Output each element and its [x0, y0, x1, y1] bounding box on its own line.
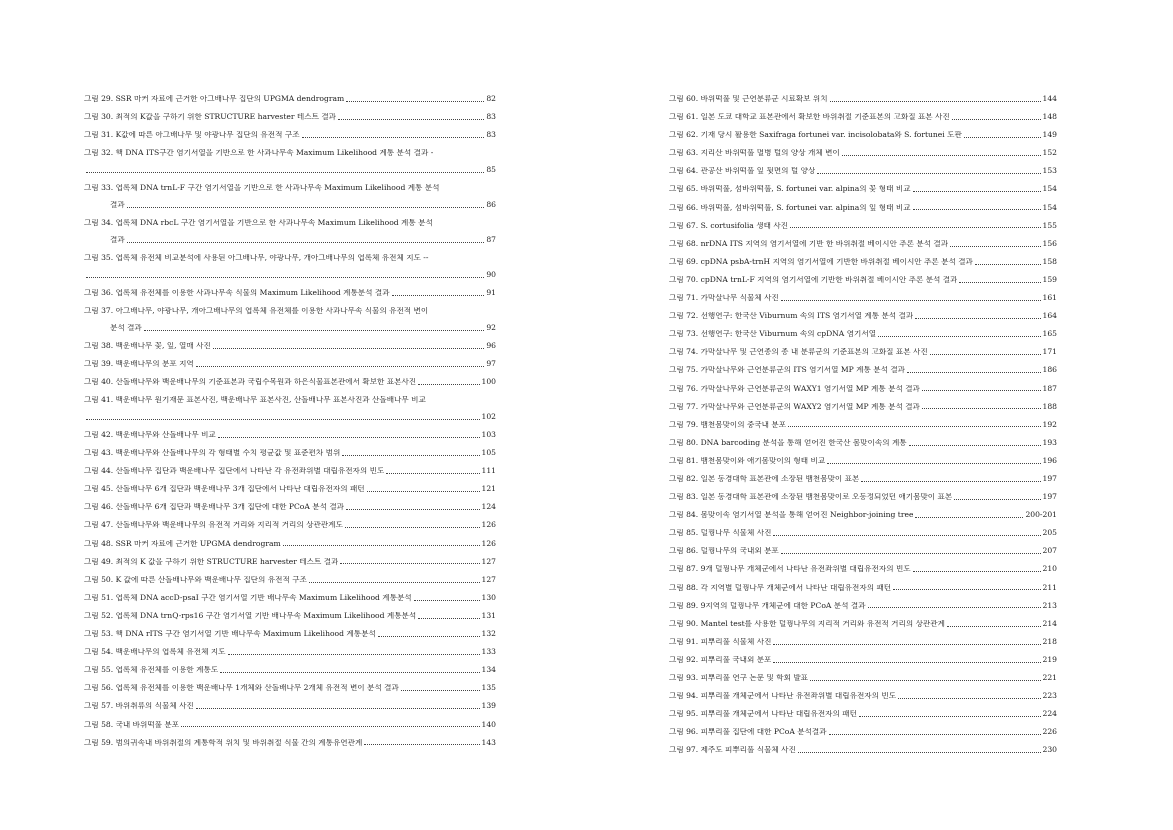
toc-entry — [669, 258, 1057, 267]
toc-entry-label: 그림 54. 백운배나무의 엽록체 유전체 지도 — [84, 648, 226, 657]
dot-leader — [218, 437, 480, 438]
dot-leader — [342, 455, 479, 456]
toc-entry-page: 87 — [486, 234, 496, 244]
dot-leader — [86, 172, 484, 173]
toc-entry-page: 230 — [1042, 745, 1057, 755]
toc-entry-label: 그림 31. K값에 따른 아그배나무 및 야광나무 집단의 유전적 구조 — [84, 131, 300, 140]
toc-entry — [84, 684, 496, 693]
toc-entry-continuation: 결과 — [110, 200, 125, 209]
toc-entry-page: 205 — [1042, 528, 1057, 538]
toc-entry-label: 그림 76. 가막살나무와 근연분류군의 WAXY1 염기서열 MP 계통 분석 결과 — [669, 384, 920, 393]
dot-leader — [364, 744, 479, 745]
toc-entry-label: 그림 60. 바위떡풀 및 근연분류군 시료확보 위치 — [669, 95, 828, 103]
toc-entry — [84, 449, 496, 458]
toc-entry-label: 그림 82. 일본 동경대학 표본관에 소장된 뱀천봄맞이 표본 — [669, 474, 860, 483]
toc-entry — [669, 185, 1057, 194]
toc-entry — [84, 378, 496, 387]
toc-entry-label: 그림 64. 관공산 바위떡풀 잎 뒷면의 털 양상 — [669, 167, 816, 176]
dot-leader — [418, 384, 479, 385]
dot-leader — [773, 535, 1040, 536]
dot-leader — [922, 390, 1041, 391]
dot-leader — [196, 708, 480, 709]
toc-entry-page: 83 — [486, 112, 496, 122]
toc-entry-page: 139 — [481, 701, 496, 711]
toc-entry-label: 그림 58. 국내 바위떡풀 분포 — [84, 720, 180, 729]
toc-entry-page: 192 — [1042, 419, 1057, 429]
dot-leader — [913, 209, 1041, 210]
toc-entry-page: 214 — [1042, 618, 1057, 628]
toc-entry-page: 210 — [1042, 564, 1057, 574]
toc-entry-page: 82 — [486, 94, 496, 103]
toc-entry-page: 143 — [481, 737, 496, 747]
toc-entry-label: 그림 68. nrDNA ITS 지역의 염기서열에 기반 한 바위취절 베이시안 추론 분석 결과 — [669, 239, 949, 248]
toc-right-column — [669, 95, 1057, 764]
toc-entry-label: 그림 70. cpDNA trnL-F 지역의 염기서열에 기반한 바위취절 베이시안 추론 분석 결과 — [669, 275, 958, 284]
toc-entry-label: 그림 52. 엽록체 DNA trnQ-rps16 구간 염기서열 기반 배나무속 Maximum Likelihood 계통분석 — [84, 611, 417, 620]
toc-entry-label: 그림 57. 바위취류의 식물체 사진 — [84, 702, 194, 711]
toc-entry-page: 134 — [481, 665, 496, 675]
toc-entry-label: 그림 85. 덜꿩나무 식물체 사진 — [669, 529, 772, 538]
dot-leader — [830, 101, 1041, 102]
dot-leader — [213, 348, 485, 349]
dot-leader — [773, 644, 1040, 645]
toc-entry — [84, 558, 496, 567]
toc-entry — [669, 348, 1057, 357]
toc-entry — [84, 739, 496, 748]
toc-entry — [84, 666, 496, 675]
toc-entry-label: 그림 74. 가막살나무 및 근연종의 종 내 분류군의 기준표본의 고화질 표본 사진 — [669, 348, 928, 357]
toc-entry — [84, 702, 496, 711]
toc-entry — [669, 602, 1057, 611]
toc-entry-label: 그림 87. 9개 덜꿩나무 개체군에서 나타난 유전좌위별 대립유전자의 빈도 — [669, 565, 911, 574]
toc-entry-continuation: 분석 결과 — [110, 323, 142, 332]
toc-entry — [84, 95, 496, 104]
dot-leader — [781, 300, 1041, 301]
toc-entry — [669, 511, 1057, 520]
dot-leader — [790, 227, 1041, 228]
toc-entry — [84, 360, 496, 369]
toc-entry-page: 188 — [1042, 401, 1057, 411]
dot-leader — [913, 191, 1041, 192]
dot-leader — [392, 295, 485, 296]
toc-entry-label: 그림 94. 피뿌리풀 개체군에서 나타난 유전좌위별 대립유전자의 빈도 — [669, 692, 897, 701]
toc-entry — [669, 674, 1057, 683]
toc-entry-label: 그림 77. 가막살나무와 근연분류군의 WAXY2 염기서열 MP 계통 분석 결과 — [669, 402, 920, 411]
toc-entry-page: 154 — [1042, 202, 1057, 212]
toc-entry-label: 그림 46. 산돌배나무 6개 집단과 백운배나무 3개 집단에 대한 PCoA 분석 결과 — [84, 503, 344, 512]
toc-entry-label: 그림 88. 각 지역별 덜꿩나무 개체군에서 나타난 대립유전자의 패턴 — [669, 583, 892, 592]
toc-entry-label: 그림 41. 백운배나무 원기재문 표본사진, 백운배나무 표본사진, 산돌배나무 표본사진과 산돌배나무 비교 — [84, 396, 426, 405]
toc-entry-page: 130 — [481, 592, 496, 602]
toc-entry-page: 165 — [1042, 329, 1057, 339]
toc-entry — [669, 113, 1057, 122]
toc-entry-continuation: 결과 — [110, 235, 125, 244]
toc-entry-page: 124 — [481, 502, 496, 512]
dot-leader — [386, 473, 479, 474]
toc-entry — [84, 612, 496, 621]
toc-entry-page: 111 — [481, 466, 496, 476]
toc-entry-page: 127 — [481, 556, 496, 566]
toc-entry-label: 그림 63. 지리산 바위떡풀 멸병 털의 양상 개체 변이 — [669, 149, 840, 158]
dot-leader — [975, 264, 1041, 265]
dot-leader — [367, 491, 480, 492]
toc-entry-label: 그림 61. 일본 도쿄 대학교 표본관에서 확보한 바위취절 기준표본의 고화질 표본 사진 — [669, 113, 950, 122]
toc-entry — [84, 431, 496, 440]
toc-entry-label: 그림 65. 바위떡풀, 섬바위떡풀, S. fortunei var. alpina의 꽃 형태 비교 — [669, 185, 911, 194]
toc-entry-page: 161 — [1042, 293, 1057, 303]
toc-entry-label: 그림 90. Mantel test를 사용한 덜꿩나무의 지리적 거리와 유전적 거리의 상관관계 — [669, 619, 945, 628]
toc-entry-page: 154 — [1042, 184, 1057, 194]
toc-entry-label: 그림 86. 덜꿩나무의 국내외 분포 — [669, 547, 779, 556]
dot-leader — [302, 137, 485, 138]
dot-leader — [378, 636, 480, 637]
toc-entry-page: 102 — [481, 411, 496, 421]
toc-entry — [84, 503, 496, 512]
toc-entry — [669, 330, 1057, 339]
dot-leader — [913, 571, 1041, 572]
toc-entry-label: 그림 92. 피뿌리풀 국내외 분포 — [669, 655, 772, 664]
dot-leader — [827, 463, 1040, 464]
toc-entry — [669, 204, 1057, 213]
dot-leader — [781, 553, 1041, 554]
toc-entry-page: 159 — [1042, 274, 1057, 284]
dot-leader — [859, 716, 1041, 717]
toc-entry-label: 그림 79. 뱀천봄맞이의 중국내 분포 — [669, 420, 787, 429]
toc-entry — [669, 710, 1057, 719]
toc-entry — [84, 540, 496, 549]
toc-entry-page: 100 — [481, 377, 496, 387]
toc-entry-page: 211 — [1042, 582, 1057, 592]
toc-entry-page: 219 — [1042, 654, 1057, 664]
toc-entry-label: 그림 71. 가막살나무 식물체 사진 — [669, 294, 779, 303]
toc-entry — [84, 219, 496, 245]
dot-leader — [196, 366, 485, 367]
dot-leader — [909, 445, 1041, 446]
toc-entry-label: 그림 30. 최적의 K값을 구하기 위한 STRUCTURE harvester 테스트 결과 — [84, 113, 337, 122]
toc-entry-page: 91 — [486, 287, 496, 297]
toc-entry-page: 197 — [1042, 473, 1057, 483]
toc-entry — [669, 385, 1057, 394]
dot-leader — [915, 318, 1040, 319]
toc-entry-label: 그림 56. 엽록체 유전체를 이용한 백운배나무 1개체와 산돌배나무 2개체 유전적 변이 분석 결과 — [84, 684, 399, 693]
toc-entry — [84, 184, 496, 210]
toc-entry — [669, 439, 1057, 448]
dot-leader — [414, 600, 480, 601]
toc-entry-label: 그림 35. 엽록체 유전체 비교분석에 사용된 아그배나무, 야광나무, 개아그배나무의 엽록체 유전체 지도 -- — [84, 253, 429, 262]
toc-entry-label: 그림 72. 선행연구: 한국산 Viburnum 속의 ITS 염기서열 계통 분석 결과 — [669, 312, 914, 321]
toc-entry — [669, 421, 1057, 430]
dot-leader — [338, 119, 484, 120]
toc-entry — [669, 366, 1057, 375]
toc-entry — [669, 131, 1057, 140]
toc-entry — [669, 312, 1057, 321]
toc-entry-page: 221 — [1042, 673, 1057, 682]
dot-leader — [340, 563, 479, 564]
toc-entry-page: 86 — [486, 199, 496, 209]
dot-leader — [346, 101, 484, 102]
dot-leader — [127, 242, 485, 243]
toc-entry-page: 158 — [1042, 256, 1057, 266]
toc-entry — [669, 746, 1057, 755]
toc-entry-page: 149 — [1042, 130, 1057, 140]
dot-leader — [842, 155, 1041, 156]
toc-entry-label: 그림 50. K 값에 따른 산돌배나무와 백운배나무 집단의 유전적 구조 — [84, 575, 307, 584]
dot-leader — [798, 752, 1041, 753]
dot-leader — [915, 517, 1023, 518]
toc-entry-page: 144 — [1042, 94, 1057, 103]
dot-leader — [773, 662, 1040, 663]
toc-entry-label: 그림 48. SSR 마커 자료에 근거한 UPGMA dendrogram — [84, 539, 281, 548]
toc-entry-page: 207 — [1042, 546, 1057, 556]
toc-entry-label: 그림 53. 핵 DNA rITS 구간 염기서열 기반 배나무속 Maximum Likelihood 계통분석 — [84, 630, 376, 639]
toc-entry-label: 그림 45. 산돌배나무 6개 집단과 백운배나무 3개 집단에서 나타난 대립유전자의 패턴 — [84, 485, 365, 494]
toc-entry-label: 그림 40. 산돌배나무와 백운배나무의 기준표본과 국립수목원과 하은식물표본관에서 확보한 표본사진 — [84, 378, 417, 387]
toc-entry — [84, 149, 496, 175]
toc-entry-page: 186 — [1042, 365, 1057, 375]
dot-leader — [868, 607, 1041, 608]
toc-entry-page: 96 — [486, 340, 496, 350]
toc-entry-page: 171 — [1042, 347, 1057, 357]
dot-leader — [947, 626, 1041, 627]
toc-entry-page: 105 — [481, 448, 496, 458]
toc-entry — [84, 630, 496, 639]
dot-leader — [861, 481, 1040, 482]
toc-entry-page: 226 — [1042, 727, 1057, 737]
toc-entry-page: 193 — [1042, 437, 1057, 447]
toc-entry-label: 그림 38. 백운배나무 꽃, 잎, 열매 사진 — [84, 341, 211, 350]
toc-entry — [84, 289, 496, 298]
toc-entry — [669, 584, 1057, 593]
toc-entry — [669, 620, 1057, 629]
toc-entry — [84, 254, 496, 280]
toc-entry — [669, 547, 1057, 556]
toc-entry-page: 152 — [1042, 148, 1057, 158]
toc-entry — [669, 638, 1057, 647]
toc-entry-label: 그림 59. 범의귀속내 바위취절의 계통학적 위치 및 바위취절 식물 간의 계통유연관계 — [84, 738, 363, 747]
toc-entry-label: 그림 32. 핵 DNA ITS구간 염기서열을 기반으로 한 사과나무속 Maximum Likelihood 계통 분석 결과 - — [84, 149, 434, 158]
dot-leader — [959, 282, 1040, 283]
toc-entry-page: 197 — [1042, 492, 1057, 502]
toc-entry-label: 그림 95. 피뿌리풀 개체군에서 나타난 대립유전자의 패턴 — [669, 710, 857, 719]
toc-entry-page: 92 — [486, 322, 496, 332]
dot-leader — [788, 426, 1040, 427]
dot-leader — [283, 545, 480, 546]
dot-leader — [309, 582, 480, 583]
dot-leader — [930, 354, 1041, 355]
toc-entry-page: 148 — [1042, 112, 1057, 122]
toc-entry-label: 그림 83. 일본 동경대학 표본관에 소장된 뱀천봄맞이로 오동정되었던 애기봄맞이 표본 — [669, 493, 953, 502]
toc-entry — [669, 565, 1057, 574]
toc-entry-page: 156 — [1042, 238, 1057, 248]
toc-entry-label: 그림 91. 피뿌리풀 식물체 사진 — [669, 637, 772, 646]
toc-entry-page: 90 — [486, 269, 496, 279]
toc-entry — [669, 403, 1057, 412]
toc-entry-page: 200-201 — [1025, 510, 1057, 520]
toc-left-column — [84, 95, 496, 757]
toc-entry-label: 그림 29. SSR 마커 자료에 근거한 아그배나무 집단의 UPGMA dendrogram — [84, 95, 345, 103]
dot-leader — [952, 119, 1041, 120]
dot-leader — [950, 246, 1040, 247]
toc-entry — [669, 457, 1057, 466]
dot-leader — [181, 726, 479, 727]
toc-entry — [669, 276, 1057, 285]
toc-entry — [84, 467, 496, 476]
toc-entry-label: 그림 51. 엽록체 DNA accD-psaI 구간 염기서열 기반 배나무속 Maximum Likelihood 계통분석 — [84, 593, 412, 602]
toc-entry-label: 그림 80. DNA barcoding 분석을 통해 얻어진 한국산 봄맞이속의 계통 — [669, 438, 907, 447]
toc-entry — [84, 307, 496, 333]
toc-entry-label: 그림 44. 산돌배나무 집단과 백운배나무 집단에서 나타난 각 유전좌위별 대립유전자의 빈도 — [84, 467, 385, 476]
toc-entry — [669, 475, 1057, 484]
toc-entry-label: 그림 55. 엽록체 유전체를 이용한 계통도 — [84, 666, 219, 675]
toc-entry-label: 그림 37. 아그배나무, 야광나무, 개아그배나무의 엽록체 유전체를 이용한 사과나무속 식물의 유전적 변이 — [84, 306, 429, 315]
dot-leader — [810, 680, 1040, 681]
toc-entry-page: 127 — [481, 574, 496, 584]
dot-leader — [345, 527, 480, 528]
dot-leader — [829, 734, 1041, 735]
toc-entry-page: 132 — [481, 629, 496, 639]
toc-entry-page: 126 — [481, 538, 496, 548]
toc-entry — [669, 240, 1057, 249]
toc-entry-page: 153 — [1042, 166, 1057, 176]
toc-entry-page: 164 — [1042, 311, 1057, 321]
toc-entry-page: 131 — [481, 610, 496, 620]
toc-entry-page: 196 — [1042, 455, 1057, 465]
dot-leader — [418, 618, 479, 619]
toc-entry — [669, 656, 1057, 665]
toc-entry-page: 121 — [481, 484, 496, 494]
toc-entry — [84, 485, 496, 494]
dot-leader — [401, 690, 480, 691]
toc-entry — [84, 342, 496, 351]
toc-entry-page: 103 — [481, 430, 496, 439]
dot-leader — [954, 499, 1040, 500]
toc-entry-page: 155 — [1042, 220, 1057, 230]
dot-leader — [346, 509, 480, 510]
toc-entry-page: 97 — [486, 358, 496, 368]
toc-entry-page: 218 — [1042, 636, 1057, 646]
toc-entry — [669, 222, 1057, 231]
toc-entry-page: 126 — [481, 520, 496, 530]
toc-entry-page: 223 — [1042, 691, 1057, 701]
toc-entry — [84, 396, 496, 422]
toc-entry-label: 그림 75. 가막살나무와 근연분류군의 ITS 염기서열 MP 계통 분석 결과 — [669, 366, 906, 375]
toc-entry-label: 그림 42. 백운배나무와 산돌배나무 비교 — [84, 431, 216, 439]
dot-leader — [964, 137, 1041, 138]
toc-entry-label: 그림 69. cpDNA psbA-trnH 지역의 염기서열에 기반한 바위취절 베이시안 추론 분석 결과 — [669, 257, 973, 266]
toc-entry-label: 그림 34. 엽록체 DNA rbcL 구간 염기서열을 기반으로 한 사과나무속 Maximum Likelihood 계통 분석 — [84, 219, 433, 228]
toc-entry — [84, 576, 496, 585]
toc-entry — [84, 131, 496, 140]
toc-entry-page: 140 — [481, 719, 496, 729]
dot-leader — [898, 698, 1040, 699]
toc-entry-label: 그림 36. 엽록체 유전체를 이용한 사과나무속 식물의 Maximum Likelihood 계통분석 결과 — [84, 288, 390, 297]
toc-entry-label: 그림 67. S. cortusifolia 생태 사진 — [669, 221, 788, 230]
dot-leader — [220, 672, 479, 673]
toc-entry — [84, 521, 496, 530]
dot-leader — [228, 654, 480, 655]
toc-entry-page: 135 — [481, 683, 496, 693]
dot-leader — [878, 336, 1040, 337]
toc-entry-label: 그림 96. 피뿌리풀 집단에 대한 PCoA 분석결과 — [669, 728, 827, 737]
toc-entry — [84, 113, 496, 122]
dot-leader — [144, 330, 485, 331]
toc-entry-label: 그림 47. 산돌배나무와 백운배나무의 유전적 거리와 지리적 거리의 상관관계도 — [84, 521, 343, 530]
toc-entry-label: 그림 97. 제주도 피뿌리풀 식물체 사진 — [669, 746, 796, 755]
toc-entry — [669, 149, 1057, 158]
toc-entry — [669, 167, 1057, 176]
toc-entry-label: 그림 62. 기재 당시 활용한 Saxifraga fortunei var. incisolobata와 S. fortunei 도판 — [669, 131, 962, 140]
toc-entry — [84, 721, 496, 730]
dot-leader — [907, 372, 1040, 373]
dot-leader — [127, 207, 485, 208]
dot-leader — [86, 419, 480, 420]
toc-entry-label: 그림 73. 선행연구: 한국산 Viburnum 속의 cpDNA 염기서열 — [669, 330, 877, 339]
toc-entry-label: 그림 33. 엽록체 DNA trnL-F 구간 염기서열을 기반으로 한 사과나무속 Maximum Likelihood 계통 분석 — [84, 184, 440, 193]
toc-entry-label: 그림 89. 9지역의 덜꿩나무 개체군에 대한 PCoA 분석 결과 — [669, 601, 866, 610]
toc-entry-label: 그림 84. 봄맞이속 염기서열 분석을 통해 얻어진 Neighbor-joining tree — [669, 511, 914, 520]
toc-entry — [669, 728, 1057, 737]
toc-entry — [84, 594, 496, 603]
toc-entry-page: 213 — [1042, 600, 1057, 610]
toc-entry-page: 133 — [481, 647, 496, 657]
dot-leader — [817, 173, 1040, 174]
toc-entry — [669, 493, 1057, 502]
toc-entry-page: 85 — [486, 165, 496, 175]
toc-entry — [669, 529, 1057, 538]
toc-entry-label: 그림 39. 백운배나무의 분포 지역 — [84, 359, 194, 368]
toc-entry-label: 그림 93. 피뿌리풀 연구 논문 및 학회 발표 — [669, 674, 809, 682]
dot-leader — [86, 277, 484, 278]
dot-leader — [922, 408, 1041, 409]
dot-leader — [893, 589, 1040, 590]
toc-entry-label: 그림 49. 최적의 K 값을 구하기 위한 STRUCTURE harvester 테스트 결과 — [84, 557, 339, 566]
toc-entry-label: 그림 66. 바위떡풀, 섬바위떡풀, S. fortunei var. alpina의 잎 형태 비교 — [669, 203, 911, 212]
toc-entry — [669, 692, 1057, 701]
toc-entry-page: 224 — [1042, 709, 1057, 719]
toc-entry-page: 83 — [486, 130, 496, 140]
toc-entry — [669, 294, 1057, 303]
toc-entry-page: 187 — [1042, 383, 1057, 393]
toc-entry-label: 그림 81. 뱀천봄맞이와 애기봄맞이의 형태 비교 — [669, 456, 826, 465]
toc-entry-label: 그림 43. 백운배나무와 산돌배나무의 각 형태별 수치 평균값 및 표준편차 범위 — [84, 449, 341, 458]
toc-entry — [84, 648, 496, 657]
toc-entry — [669, 95, 1057, 104]
